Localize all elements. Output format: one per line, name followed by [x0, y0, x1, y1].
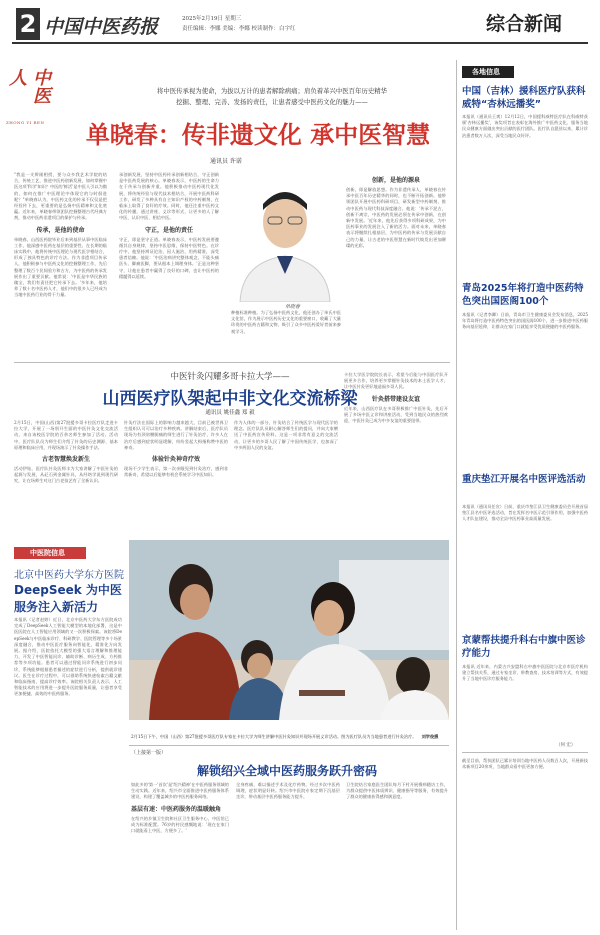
- shanxi-col4-body: 卡拉大学医学院院长表示，希望今后能与中国医疗队开展更多合作，培养更多掌握针灸技术的本土医学人才，让中医针灸更好地造福多哥人民。: [344, 372, 448, 390]
- portrait-caption: 单晓春: [285, 304, 301, 310]
- bottom-col3-body: 卫生院结合家庭医生团队每月下村开展慢病随访工作，为群众提供中医体质辨识、健康指导等服务，有效提升了群众的健康获得感和满意度。: [346, 782, 448, 800]
- feature-col2-subhead: 守正，是他的责任: [144, 226, 193, 234]
- masthead: [0, 0, 600, 44]
- right-news-4-headline: 京蒙帮扶提升科右中旗中医诊疗能力: [462, 635, 586, 659]
- photo-caption-text: 2月15日下午，中国（山西）第27批援多哥医疗队专家在卡拉大学为师生讲解中医针灸知识并现场开展义诊活动。图为医疗队员为当地患者进行针灸治疗。: [131, 734, 417, 739]
- feature-col3-body: 种植标准种植。为了弘扬中医药文化，他还创办了单氏中医文化馆，作为展示中医药历史文化的重要窗口，收藏了大量珍贵的中医药古籍和文物，吸引了众多中医药爱好者前来参观学习。: [231, 310, 341, 334]
- shanxi-col-3: [234, 420, 338, 538]
- right-bottom-text: 截至目前，帮扶团队已累计培训当地中医药人员数百人次，开展新技术新项目20余项，当地群众看中医更加方便。: [462, 758, 588, 770]
- section-title: 综合新闻: [486, 13, 563, 35]
- photo-caption: [131, 723, 447, 745]
- feature-tag: [4, 68, 50, 118]
- bottom-col-2: [236, 782, 340, 922]
- shanxi-col1-body2: 活动伊始，医疗队针灸医师丰为大家讲解了中医针灸的起源与发展，从砭石到金属针具，从经络学说到现代研究，让在场师生对这门古老技艺有了全新认识。: [14, 466, 118, 484]
- feature-col2-body2: 守正，即是坚守正道。单晓春表示，中医药发展要遵循其自身规律，坚持中医思维，保持中医特色。在诊疗中，他坚持辨证论治，因人施治，用药精准，深受患者信赖。他说：'中医治病讲究整体观念，不能头痛医头、脚痛医脚，要从根本上调理身体。'正是这种坚守，让他在患者中赢得了良好的口碑，也让中医药的精髓得以延续。: [119, 236, 219, 279]
- bottom-col-3: [346, 782, 448, 922]
- right-news-4-credit: （何 宏）: [556, 743, 576, 748]
- feature-byline: 通讯员 许诺: [210, 158, 242, 165]
- shanxi-col-2: [124, 420, 228, 538]
- editors-line: 责任编辑：李娜 美编：李娜 校读制作：白宇红: [182, 26, 296, 32]
- masthead-rule: [12, 42, 588, 44]
- bottom-col-1: [131, 782, 229, 922]
- divider-shanxi-top: [14, 362, 450, 363]
- page-number: 2: [16, 8, 40, 40]
- feature-col-2: [119, 172, 219, 346]
- feature-col1-intro: "我是一支辨刚相授，要与众多我艺术学院的结合，传统工艺，推进中医药创新发展，如何掌握中医这项'科学'知识？中医的'鲜活'是中医人引以为傲的，如何在推广中医理论中体现它的与时俱进呢？"单晓春认为，中医药文化的传承不仅仅是把经验传下去，更重要的是弘扬中医精神和文化底蕴。近年来，单晓春带领团队挖掘整理古代经典方剂，推动中医药非遗项目的保护与传承。: [14, 172, 107, 221]
- bottom-col1-subhead: 基层有速：中医药服务的温暖触角: [131, 805, 222, 813]
- hospital-info-label-text: 中医院信息: [30, 549, 65, 557]
- feature-slogan-1: 将中医传承视为使命，为拔以万计的患者解除病痛；肩负着革兴中医百年历史精华: [156, 87, 388, 95]
- acupuncture-photo: [129, 540, 449, 720]
- right-news-2-body: [462, 312, 588, 470]
- shanxi-col1-subhead: 古老智慧焕发新生: [41, 456, 90, 464]
- divider-bottom-article: [129, 745, 449, 746]
- bottom-col2-body: 全身疼痛，难以描述手术及化疗药物。经过多次中医药调理，症状明显好转。绍兴市中医院专家定期下沉基层坐诊，带动基层中医药服务能力提升。: [236, 782, 340, 800]
- shanxi-col-1: [14, 420, 118, 538]
- right-news-4-text: 本报讯 近年来，内蒙古兴安盟科右中旗中医医院与北京市医疗机构建立帮扶关系，通过专家坐诊、带教查房、技术培训等方式，有效提升了当地中医诊疗服务能力。: [462, 664, 588, 682]
- right-news-4-body: [462, 664, 588, 742]
- feature-col4-body: 创新，即是解放思想。作为非遗传承人，单晓春在传承中医百年历史精华的同时，也不断开拓创新。他带领团队开展中医药科研项目，研发新型中药制剂，推动中医药与现代科技深度融合。他说：'传承不泥古，创新不离宗，中医药的发展必须在传承中创新，在创新中发展。'近年来，他先后获得多项科研成果，为中医药事业的发展注入了新的活力。面对未来，单晓春表示将继续扎根基层，为中医药的传承与发展贡献自己的力量，让古老的中医智慧在新时代焕发出更加璀璨的光彩。: [346, 187, 446, 248]
- bottom-headline: 解锁绍兴全域中医药服务跃升密码: [196, 764, 377, 778]
- right-news-3-body: [462, 504, 588, 630]
- right-news-3-headline: 重庆垫江开展名中医评选活动: [462, 474, 586, 485]
- feature-col-1: [14, 172, 107, 346]
- right-news-2-text: 本报讯（记者李卿）日前，青岛市卫生健康委员会发布消息，2025年青岛将打造中医药特色突出的国医阁100个，进一步推进中医药服务向基层延伸，让群众在家门口就能享受优质便捷的中医药服务。: [462, 312, 588, 330]
- bottom-col1-body2: 在绍兴的乡镇卫生院和社区卫生服务中心，中医馆已成为标准配置。76岁的村民感慨地说：'现在在家门口就能看上中医，方便多了。': [131, 815, 229, 834]
- feature-col4-subhead: 创新，是他的源泉: [371, 177, 420, 184]
- right-news-3-text: 本报讯（通讯员任宣）日前，重庆市垫江县卫生健康委员会开展首届垫江县名中医评选活动，旨在发挥名中医示范引领作用，加强中医药人才队伍建设，推动全县中医药事业高质量发展。: [462, 504, 588, 522]
- feature-col2-body: 承创新发展，坚持中医药传承创新相结合，守正创新是中医药发展的核心。单晓春表示，中医药的生命力在于传承与创新并重。他积极推动中医药现代化发展，将传统经验与现代技术相结合，开展中医药科研工作，研发了多种具有自主知识产权的中药制剂，在临床上取得了良好的疗效。同时，他还注重中医药文化的传播，通过讲座、义诊等形式，让更多的人了解中医、认识中医、相信中医。: [119, 172, 219, 221]
- shanxi-col2-subhead: 体验针灸神奇疗效: [151, 456, 200, 464]
- divider-right-column: [456, 60, 457, 930]
- bottom-col1-body: 如此多的'第一'首次'是'绍兴精神'在中医药服务领域的生动实践。近年来，绍兴市全面推进中医药服务体系建设，构建了覆盖城乡的中医药服务网络。: [131, 782, 229, 800]
- beijing-body-text: 本报讯（记者赵婷）近日，北京中医药大学东方医院成功完成了DeepSeek人工智能大模型的本地化部署，这是中医医院在人工智能应用领域的又一次积极探索。该院将DeepSeek与中医临床诊疗、科研教学、医院管理等多个场景深度融合，推动中医医疗服务向智能化、精准化方向发展。据介绍，医院依托大模型的强大语言理解和推理能力，开发了中医智能问诊、辅助诊断、病历生成、方药推荐等多项功能。患者可以通过智能问诊系统进行初步问诊，系统能够根据患者描述的症状进行分析，提供就诊建议。医生在诊疗过程中，可以借助系统快速检索古籍文献和临床指南，提高诊疗效率。该院相关负责人表示，人工智能技术的应用将进一步提升医院服务质量，让患者享受更加便捷、高效的中医药服务。: [14, 617, 122, 697]
- shanxi-col4-body2: 近年来，山西医疗队在多哥积极推广中医针灸，先后开展了多场中医义诊和讲座活动，受到当地民众的热烈欢迎，中医针灸已成为中多友谊的重要纽带。: [344, 405, 448, 424]
- photo-credit: 刘学俊摄: [421, 734, 439, 739]
- beijing-headline-1: 北京中医药大学东方医院: [14, 570, 124, 581]
- beijing-headline-2: DeepSeek 为中医: [14, 583, 122, 597]
- right-news-1-headline: 中国（吉林）援科医疗队获科威特“杏林远播奖”: [462, 86, 586, 110]
- shanxi-col-4: [344, 372, 448, 538]
- feature-slogan-2: 挖掘、整理、完善、发扬的责任，让患者感受中医药文化的魅力——: [176, 98, 368, 106]
- shanxi-byline: 通讯员 姚佳鑫 郑 毅: [205, 410, 255, 416]
- feature-tag-pinyin: ZHONG YI REN: [6, 120, 45, 125]
- beijing-body: [14, 617, 122, 922]
- shanxi-col2-body2: 现场不少学生表示，第一次亲眼见到针灸治疗，感到非常新奇，希望以后能够有机会系统学习中医知识。: [124, 466, 228, 478]
- portrait-photo: [230, 170, 340, 302]
- right-bottom-body: [462, 758, 588, 922]
- right-news-2-headline: 青岛2025年将打造中医药特色突出国医阁100个: [462, 283, 584, 307]
- paper-name: 中国中医药报: [44, 16, 159, 38]
- divider-right-bottom: [462, 752, 588, 753]
- hospital-info-label: [14, 547, 86, 559]
- feature-headline: 单晓春：传非遗文化 承中医智慧: [85, 121, 431, 149]
- shanxi-headline: 山西医疗队架起中非文化交流桥梁: [102, 389, 358, 409]
- local-news-label-text: 各地信息: [472, 68, 500, 76]
- shanxi-col4-subhead: 针灸搭带建设友谊: [371, 395, 420, 403]
- feature-col1-subhead: 传承，是他的使命: [36, 226, 85, 234]
- shanxi-kicker: 中医针灸闪耀多哥卡拉大学——: [170, 372, 290, 382]
- date-line: 2025年2月19日 星期三: [182, 16, 242, 22]
- shanxi-col2-body: 针灸疗法在国际上的影响力越来越大，目前已被世界卫生组织认可可以治疗多种疾病。讲解结束后，医疗队员现场为有颈肩腰腿痛的师生进行了针灸治疗，许多人在治疗后感到症状明显缓解，纷纷竖起大拇指称赞中医的神奇。: [124, 420, 228, 450]
- local-news-label: [462, 66, 514, 78]
- right-news-1-text: 本报讯（通讯员王爽）12月12日，中国援科威特医疗队在科威特获颁'杏林远播奖'，该奖项旨在表彰在海外推广中医药文化、服务当地民众健康方面做出突出贡献的医疗团队。医疗队自派驻以来，累计诊治患者数万人次，深受当地民众好评。: [462, 114, 588, 138]
- shanxi-col1-body: 2月15日，中国(山西)第27批援多哥卡拉医疗队走进卡拉大学，开展了一场别开生面的中医针灸文化交流活动，来自该校医学院的百余名师生参加了活动。活动中，医疗队队员为师生们介绍了针灸的历史渊源、基本原理和临床应用，并现场演示了针灸操作手法。: [14, 420, 118, 450]
- feature-col-4: [346, 172, 446, 346]
- feature-col-3: [231, 310, 341, 346]
- bottom-kicker: （上接第一版）: [131, 750, 167, 756]
- feature-tag-cn: 中医人: [6, 68, 51, 104]
- beijing-headline-3: 服务注入新活力: [14, 600, 99, 614]
- shanxi-col3-body: 作为人体的一部分，针灸结合了传统医学与现代医学的理念。医疗队队员耐心解答师生们的提问，并向大家赠送了中医药宣传资料。这是一项非常有意义的交流活动，让更多的多哥人民了解了中国传统医学，也加深了中多两国人民的友谊。: [234, 420, 338, 450]
- right-news-1-body: [462, 114, 588, 280]
- feature-col1-body: 单晓春，山西医药院毕业后来到基层从事中医临床工作，他深感中医药在基层的重要性。在长期的临床实践中，他将传统中医理论与现代医学相结合，形成了独具特色的诊疗方法。作为非遗项目传承人，他积极参与中医药文化的挖掘整理工作，先后整理了数百个民间验方和古方，为中医药的传承发展作出了重要贡献。他常说：'中医是中华民族的瑰宝，我们有责任把它传承下去。'多年来，他培养了数十名中医药人才，他们中的很多人已经成为当地中医药行业的骨干力量。: [14, 236, 107, 298]
